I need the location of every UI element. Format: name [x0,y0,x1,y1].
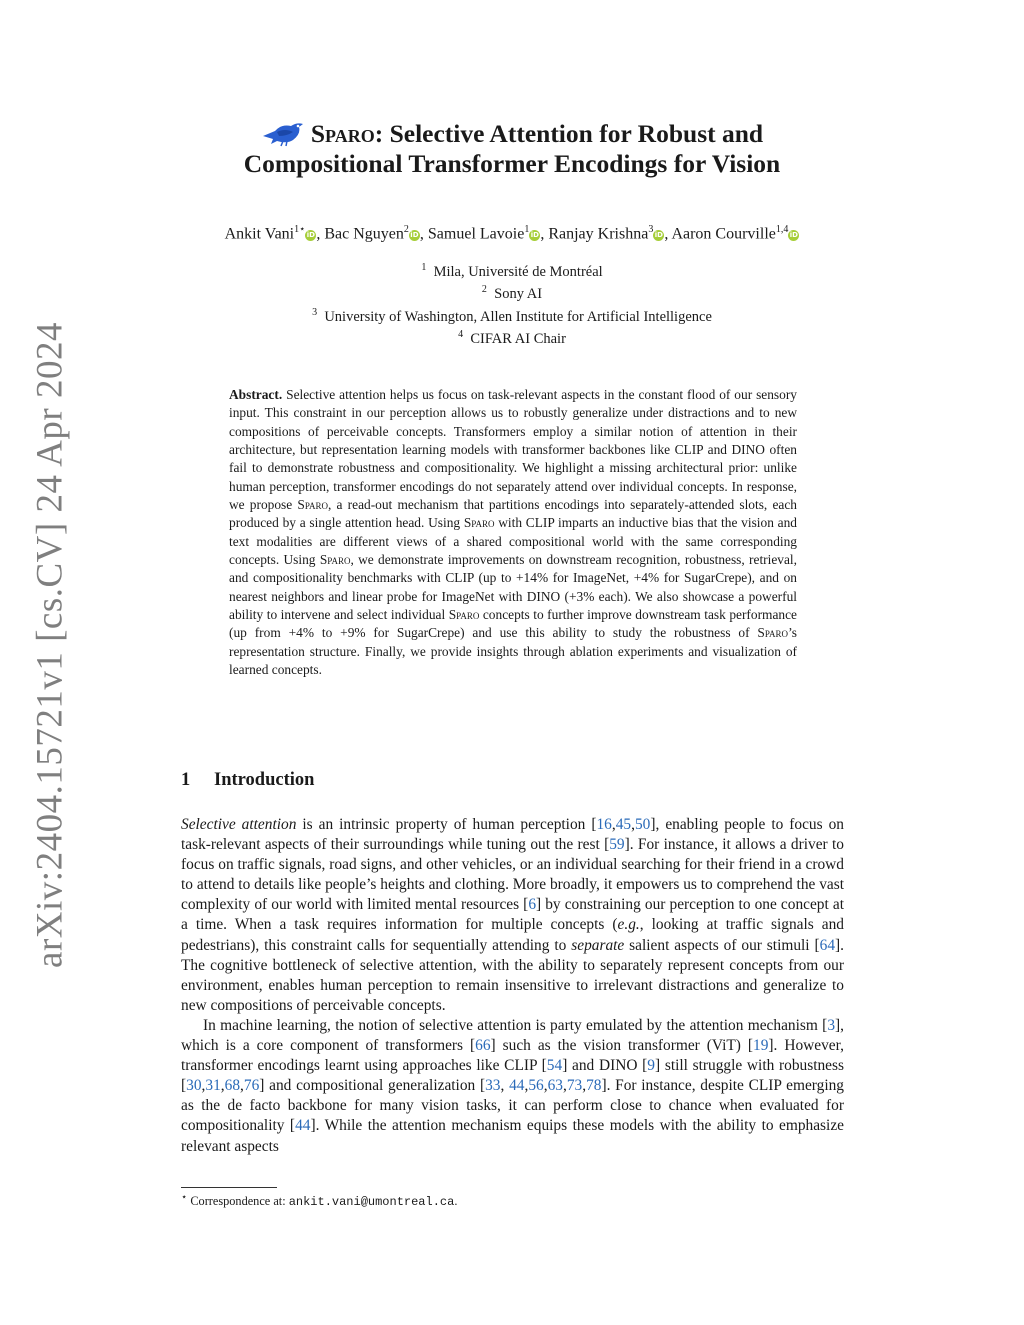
orcid-icon[interactable]: iD [410,231,419,240]
title-line-1 [0,118,1024,149]
text: ]. The cognitive bottleneck of selective attention, with the ability to separately represent concepts from our environment, enables human perception to remain insensitive to irrelevant distractions and generalize to new compositions of perceivable concepts. [181,936,844,1014]
author-affil: 1⋆ [294,224,306,235]
method-name: Sparo [448,607,480,623]
citation-link[interactable]: 54 [546,1057,563,1075]
affiliation [0,259,1024,281]
bird-logo-icon [261,118,307,148]
paragraph: Selective attention is an intrinsic property of human perception [16,45,50], enabling people to focus on task-relevant aspects of their surroundings while tuning out the rest [59]. For instance, it allows a driver to focus on traffic signals, road signs, and other vehicles, or an individual searching for their friend in a crowd to attend to details like people’s heights and clothing. More broadly, it empowers us to comprehend the vast complexity of our world with limited mental resources [6] by constraining our perception to one concept at a time. When a task requires information for multiple concepts (e.g., looking at traffic signals and pedestrians), this constraint calls for sequentially attending to separate salient aspects of our stimuli [64]. The cognitive bottleneck of selective attention, with the ability to separately represent concepts from our environment, enables human perception to remain insensitive to irrelevant distractions and generalize to new compositions of perceivable concepts. [181,816,844,1014]
citation-link[interactable]: 30 [186,1077,202,1095]
affiliation [0,304,1024,326]
citation-link[interactable]: 78 [586,1077,602,1095]
footnote-divider [181,1187,277,1188]
abstract-text: ’s representation structure. Finally, we provide insights through ablation experiments and visualization of learned concepts. [229,625,797,678]
text: ] and DINO [ [562,1057,648,1075]
method-name: Sparo [319,552,351,568]
paragraph: In machine learning, the notion of selective attention is party emulated by the attention mechanism [3], which is a core component of transformers [66] such as the vision transformer (ViT) [19]. However, transformer encodings learnt using approaches like CLIP [54] and DINO [9] still struggle with robustness [30,31,68,76] and compositional generalization [33, 44,56,63,73,78]. For instance, despite CLIP emerging as the de facto backbone for many vision tasks, it can perform close to chance when evaluated for compositionality [44]. While the attention mechanism equips these models with the ability to emphasize relevant aspects [181,1016,844,1155]
affiliation-text: CIFAR AI Chair [470,330,566,347]
text: ] still struggle with robustness [ [181,1057,844,1095]
abstract-label: Abstract. [229,387,283,402]
citation-link[interactable]: 19 [753,1037,769,1055]
text: ], which is a core component of transformers [ [181,1016,844,1055]
method-name: Sparo [757,625,789,641]
citation-link[interactable]: 44 [295,1117,311,1135]
citation-link[interactable]: 68 [224,1077,241,1095]
author-name: Ranjay Krishna [548,225,649,243]
affiliation-number: 1 [421,262,427,273]
abstract-text: with CLIP imparts an inductive bias that the vision and text modalities are different views of a shared compositional world with the same corresponding concepts. Using [229,515,797,568]
citation-link[interactable]: 73 [566,1077,583,1095]
orcid-icon[interactable]: iD [306,231,315,240]
text: ] such as the vision transformer (ViT) [ [490,1037,754,1055]
footnote [181,1192,457,1209]
affiliation-text: Sony AI [494,286,543,303]
email-link[interactable]: ankit.vani@umontreal.ca [288,1195,455,1210]
citation-link[interactable]: 9 [647,1057,655,1075]
method-name: Sparo [297,497,329,513]
affiliation-list [0,259,1024,348]
paper-title [0,118,1024,179]
text: , looking at traffic signals and pedestrians), this constraint calls for sequentially attending to [181,916,844,954]
affiliation-number: 2 [481,284,487,296]
author-name: Ankit Vani [224,225,295,243]
text: ] and compositional generalization [ [259,1077,486,1095]
affiliation [0,326,1024,348]
affiliation-number: 4 [458,328,464,340]
title-line-1-text: : Selective Attention for Robust and [374,119,764,148]
citation-link[interactable]: 33 [485,1077,501,1095]
arxiv-stamp: arXiv:2404.15721v1 [cs.CV] 24 Apr 2024 [29,322,71,968]
introduction-body [181,815,844,1157]
text: is an intrinsic property of human perception [ [296,816,597,833]
citation-link[interactable]: 6 [528,896,537,914]
text: ]. However, transformer encodings learnt using approaches like CLIP [ [181,1037,844,1075]
title-line-2: Compositional Transformer Encodings for Vision [243,149,781,178]
section-heading [181,770,314,791]
method-name: Sparo [463,515,495,531]
text: ]. For instance, it allows a driver to focus on traffic signals, road signs, and other vehicles, or an individual searching for their friend in a crowd to attend to details like people’s heights and clothing. More broadly, it empowers us to comprehend the vast complexity of our world with limited mental resources [ [181,836,844,914]
abstract [229,386,797,680]
citation-link[interactable]: 76 [243,1077,260,1095]
citation-link[interactable]: 3 [827,1016,836,1034]
citation-link[interactable]: 50 [634,816,651,833]
emphasis: Selective attention [181,816,297,833]
citation-link[interactable]: 45 [615,816,632,833]
abstract-text: , a read-out mechanism that partitions encodings into separately-attended slots, each produced by a single attention head. Using [229,497,797,531]
footnote-text: . [454,1194,458,1209]
title-method-name: Sparo [310,119,375,148]
text: ] by constraining our perception to one concept at a time. When a task requires information for multiple concepts ( [181,896,844,934]
affiliation-text: University of Washington, Allen Institute for Artificial Intelligence [324,308,712,325]
text: In machine learning, the notion of selective attention is party emulated by the attention mechanism [ [203,1016,828,1034]
text: ]. While the attention mechanism equips these models with the ability to emphasize relevant aspects [181,1117,844,1155]
author-name: Bac Nguyen [324,225,404,243]
emphasis: separate [571,936,625,954]
orcid-icon[interactable]: iD [654,231,663,240]
affiliation-number: 3 [312,306,318,318]
abstract-text: concepts to further improve downstream task performance (up from +4% to +9% for SugarCrepe) and use this ability to study the robustness of [229,607,797,641]
text: ]. For instance, despite CLIP emerging as the de facto backbone for many vision tasks, it can perform close to chance when evaluated for compositionality [ [181,1077,844,1135]
author-list: Ankit Vani$^{1⋆}$iD, Bac Nguyen$^2$iD, Samuel Lavoie$^1$iD, Ranjay Krishna$^3$iD, Aaron Courville$^{1,4}$iD [224,224,798,243]
text: salient aspects of our stimuli [ [624,936,820,954]
footnote-mark: ⋆ [181,1192,188,1203]
author-affil: 2 [403,224,409,235]
author-name: Samuel Lavoie [427,225,525,243]
citation-link[interactable]: 44 [509,1077,525,1095]
affiliation-text: Mila, Université de Montréal [433,263,603,280]
author-affil: 1 [524,224,530,235]
section-title: Introduction [214,770,315,790]
emphasis: e.g. [617,916,640,934]
citation-link[interactable]: 16 [596,816,612,833]
citation-link[interactable]: 63 [547,1077,563,1095]
author-affil: 3 [648,224,654,235]
orcid-icon[interactable]: iD [789,231,798,240]
abstract-text: , we demonstrate improvements on downstream recognition, robustness, retrieval, and compositionality benchmarks with CLIP (up to +14% for ImageNet, +4% for SugarCrepe), and on nearest neighbors and linear probe for ImageNet with DINO (+3% each). We also showcase a powerful ability to intervene and select individual [229,552,797,623]
footnote-text: Correspondence at: [190,1194,289,1209]
section-number: 1 [181,770,191,790]
text: ], enabling people to focus on task-relevant aspects of their surroundings while tuning out the rest [ [181,816,844,854]
citation-link[interactable]: 64 [819,936,836,954]
citation-link[interactable]: 56 [528,1077,544,1095]
affiliation [0,281,1024,303]
orcid-icon[interactable]: iD [530,231,539,240]
author-name: Aaron Courville [671,225,776,243]
citation-link[interactable]: 59 [609,836,625,854]
citation-link[interactable]: 31 [205,1077,221,1095]
abstract-text: Selective attention helps us focus on task-relevant aspects in the constant flood of our sensory input. This constraint in our perception allows us to robustly generalize under distractions and to new compositions of perceivable concepts. Transformers employ a similar notion of attention in their architecture, but representation learning models with transformer backbones like CLIP and DINO often fail to demonstrate robustness and compositionality. We highlight a missing architectural prior: unlike human perception, transformer encodings do not separately attend over individual concepts. In response, we propose [229,387,797,513]
author-affil: 1,4 [775,224,789,235]
citation-link[interactable]: 66 [475,1037,491,1055]
